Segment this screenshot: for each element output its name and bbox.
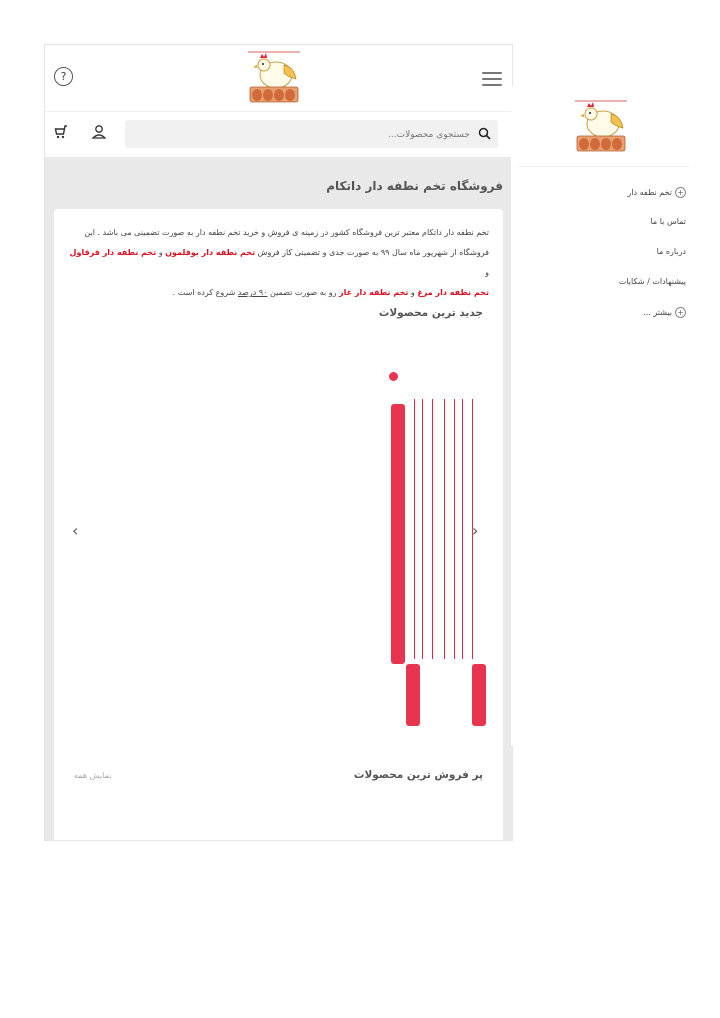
- user-account-icon[interactable]: [91, 124, 107, 140]
- sidebar-item-label: تماس با ما: [650, 217, 686, 226]
- product-card-collapsed[interactable]: [406, 664, 420, 726]
- sidebar-item-label: بیشتر ...: [643, 308, 672, 317]
- percent-underlined: ۹۰ درصد: [237, 288, 268, 297]
- intro-line-2b: و: [156, 248, 166, 257]
- intro-text: [69, 223, 489, 303]
- link-hen-eggs[interactable]: تخم نطفه دار مرغ: [417, 288, 489, 297]
- intro-line-3a: و: [408, 288, 418, 297]
- intro-line-2a: فروشگاه از شهریور ماه سال ۹۹ به صورت جدی و تضمینی کار فروش: [255, 248, 489, 257]
- sidebar-item-fertile-eggs[interactable]: [627, 187, 686, 198]
- show-all-link[interactable]: نمایش همه: [74, 771, 112, 780]
- intro-line-2c: و: [485, 268, 489, 277]
- carousel-next-arrow-icon[interactable]: ›: [472, 521, 479, 540]
- product-card-collapsed[interactable]: [472, 664, 486, 726]
- intro-line-3b: رو به صورت تضمین: [267, 288, 340, 297]
- product-card-collapsed[interactable]: [432, 399, 433, 659]
- search-input[interactable]: [138, 120, 472, 150]
- plus-circle-icon[interactable]: +: [675, 307, 686, 318]
- content-card: [54, 209, 503, 841]
- sidebar-item-about[interactable]: [657, 247, 686, 256]
- search-icon[interactable]: [478, 127, 491, 140]
- question-circle-icon[interactable]: ?: [54, 67, 73, 86]
- sidebar-logo[interactable]: [572, 100, 630, 154]
- sidebar-item-feedback[interactable]: [619, 277, 686, 286]
- sidebar-item-label: درباره ما: [656, 247, 686, 256]
- plus-circle-icon[interactable]: +: [675, 187, 686, 198]
- sidebar-divider: [519, 166, 689, 167]
- product-card-collapsed[interactable]: [391, 404, 405, 664]
- link-quail-eggs[interactable]: تخم نطفه دار قرقاول: [69, 248, 157, 257]
- product-card-collapsed[interactable]: [414, 399, 415, 659]
- link-goose-eggs[interactable]: تخم نطفه دار غاز: [339, 288, 409, 297]
- mobile-page-frame: [44, 44, 513, 841]
- hamburger-menu-icon[interactable]: [482, 72, 502, 90]
- sidebar-item-more[interactable]: [643, 307, 686, 318]
- side-menu: [511, 86, 696, 746]
- site-logo[interactable]: [246, 51, 302, 105]
- carousel-prev-arrow-icon[interactable]: ‹: [72, 521, 79, 540]
- product-card-collapsed[interactable]: [462, 399, 463, 659]
- intro-line-3c: شروع کرده است .: [172, 288, 238, 297]
- cart-icon[interactable]: [53, 124, 69, 140]
- main-content: [45, 157, 512, 840]
- product-card-collapsed[interactable]: [444, 399, 445, 659]
- sidebar-item-contact[interactable]: [650, 217, 686, 226]
- newest-products-heading: جدید ترین محصولات: [378, 307, 483, 319]
- top-header: [45, 45, 512, 112]
- search-box: [125, 120, 498, 148]
- bestsellers-heading: پر فروش ترین محصولات: [353, 769, 483, 781]
- product-badge: [389, 372, 398, 381]
- sidebar-item-label: تخم نطفه دار: [627, 188, 672, 197]
- sidebar-item-label: پیشنهادات / شکایات: [618, 277, 686, 286]
- product-card-collapsed[interactable]: [422, 399, 423, 659]
- page-title: فروشگاه تخم نطفه دار داتکام: [326, 179, 503, 193]
- product-card-collapsed[interactable]: [472, 399, 473, 659]
- link-turkey-eggs[interactable]: تخم نطفه دار بوقلمون: [165, 248, 256, 257]
- product-card-collapsed[interactable]: [454, 399, 455, 659]
- intro-line-1: تخم نطفه دار داتکام معتبر ترین فروشگاه کشور در زمینه ی فروش و خرید تخم نطفه دار به صورت تضمینی می باشد . این: [84, 228, 489, 237]
